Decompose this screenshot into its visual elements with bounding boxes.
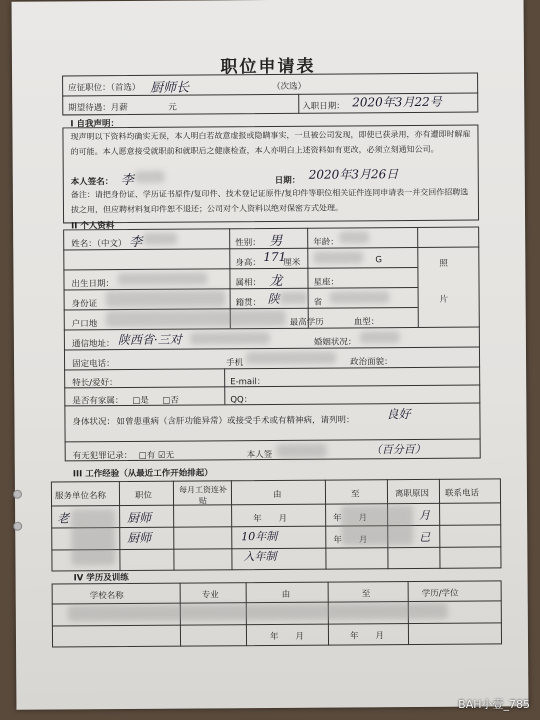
height-label: 身高： [235,258,261,269]
zodiac-value: 龙 [269,273,283,290]
marital-label: 婚姻状况： [313,337,357,348]
email-label: E-mail： [230,377,266,388]
education-heading: IV 学历及训练 [73,572,129,584]
personal-heading: II 个人资料 [71,221,115,232]
redaction [246,352,336,365]
watermark: BAH小壹_785 [458,698,530,711]
edu-col-major: 专业 [201,590,219,601]
redaction [106,290,226,307]
entry-date-value: 2020年3月22号 [352,94,442,110]
work-row-company: 老 [57,511,70,526]
photo-label: 照 [439,258,448,269]
height-unit: 厘米 [283,257,301,268]
position-value: 厨师长 [150,80,190,96]
redaction [68,603,448,622]
native-label: 籍贯： [235,298,262,309]
address-label: 通信地址： [71,339,115,350]
work-row-title: 厨师 [127,530,152,546]
address-value: 陕西省·三对 [117,332,182,348]
work-col-reason: 离职原因 [394,488,430,500]
salary-label: 期望待遇：月薪 [68,102,128,114]
punch-hole [13,522,22,531]
work-col-title: 职位 [134,490,153,501]
name-value: 李 [129,234,143,250]
crime-label: 有无犯罪记录： [72,450,133,462]
redaction [277,444,327,458]
redaction [117,272,207,285]
work-row-to: 年 月 [333,513,368,524]
work-col-to: 至 [350,489,360,500]
work-row-reason: 月 [419,508,431,522]
redaction [360,331,400,343]
work-row-from: 10年制 [241,529,278,544]
age-label: 年龄： [313,237,339,248]
edu-col-degree: 学历/学位 [421,588,459,599]
photo-label-2: 片 [439,294,449,305]
crime-options: □有 ☑无 [138,450,175,461]
edu-col-school: 学校名称 [89,591,124,602]
work-col-company: 服务单位名称 [54,491,107,502]
health-label: 身体状况： [72,417,116,428]
gender-label: 性别： [235,238,261,249]
declaration-text: 现声明以下资料均确实无误，本人明白若故意虚报或隐瞒事实，一旦被公司发现，即使已获录用，亦有遭即时解雇的可能。本人愿意接受就职前和就职后之健康检查，本人亦明白上述资料如有更改，必须立刻通知公司。 [70,129,471,157]
health-value: 良好 [386,407,411,422]
phone-label: 固定电话： [72,359,115,370]
punch-hole [13,490,22,499]
salary-unit: 元 [168,102,177,113]
redaction [313,251,363,263]
family-yes-checkbox: □是 [132,395,149,406]
redaction [71,509,115,565]
qq-label: QQ： [230,395,253,406]
entry-date-label: 入职日期： [302,101,345,112]
edu-row-to: 年 月 [349,631,385,642]
constellation-label: 星座： [313,277,340,288]
declaration-heading: I 自我声明： [70,119,120,130]
zodiac-label: 属相： [235,278,262,289]
work-col-salary: 每月工资连补贴 [178,485,227,506]
sign-label: 本人签名： [70,177,114,188]
work-row-from: 年 月 [253,513,288,525]
position-label: 应征职位：（首选） [68,82,141,94]
second-choice-label: （次选） [272,81,307,92]
work-row-from: 入年制 [243,549,277,564]
native-value: 陕 [267,291,280,307]
weight-unit: G [375,255,382,266]
gender-value: 男 [269,233,283,250]
page-title: 职位申请表 [220,56,316,78]
redaction [341,505,413,546]
sign-value: 李 [120,172,134,189]
health-text: 如曾患重病（含肝功能异常）或接受手术或有精神病，请列明： [116,415,355,428]
work-row-title: 厨师 [127,510,152,526]
hukou-label: 户口地 [71,319,98,330]
native-suffix: 省 [313,297,323,308]
redaction [190,332,270,345]
redaction [339,231,369,243]
education-label: 最高学历 [289,317,324,328]
mobile-label: 手机 [226,358,244,369]
redaction [106,310,286,327]
name-label: 姓名：（中文） [71,238,127,250]
redaction [330,291,390,303]
date-label: 日期： [274,175,301,186]
family-no-checkbox: □否 [162,395,179,406]
application-sheet [12,0,529,710]
blood-label: 血型： [353,317,380,328]
divider [298,94,299,114]
height-value: 171 [263,249,287,265]
work-col-from: 由 [272,489,282,500]
edu-row-from: 年 月 [269,631,305,643]
work-row-to: 年 月 [333,535,368,546]
work-col-phone: 联系电话 [444,488,480,499]
work-row-reason: 已 [419,530,431,544]
crime-sign-extra: （百分百） [370,442,426,457]
declaration-note: 备注：请把身份证、学历证书原件/复印件、技术登记证原件/复印件等职位相关证件连同申请表一并交回作招聘选拔之用，但应聘材料复印件恕不退还；公司对个人资料以绝对保密方式处理。 [70,187,469,215]
birth-label: 出生日期： [71,279,115,290]
work-heading: III 工作经验（从最近工作开始排起） [72,468,213,480]
crime-sign-label: 本人签 [246,449,273,461]
redaction [135,171,165,183]
edu-col-from: 由 [281,589,291,600]
hobby-label: 特长/爱好： [72,378,118,389]
date-value: 2020年3月26日 [308,167,399,182]
political-label: 政治面貌： [350,357,393,368]
family-label: 是否有家属： [72,396,124,407]
id-label: 身份证 [71,299,98,310]
redaction [143,233,177,245]
edu-col-to: 至 [361,589,371,600]
redaction [280,292,308,304]
